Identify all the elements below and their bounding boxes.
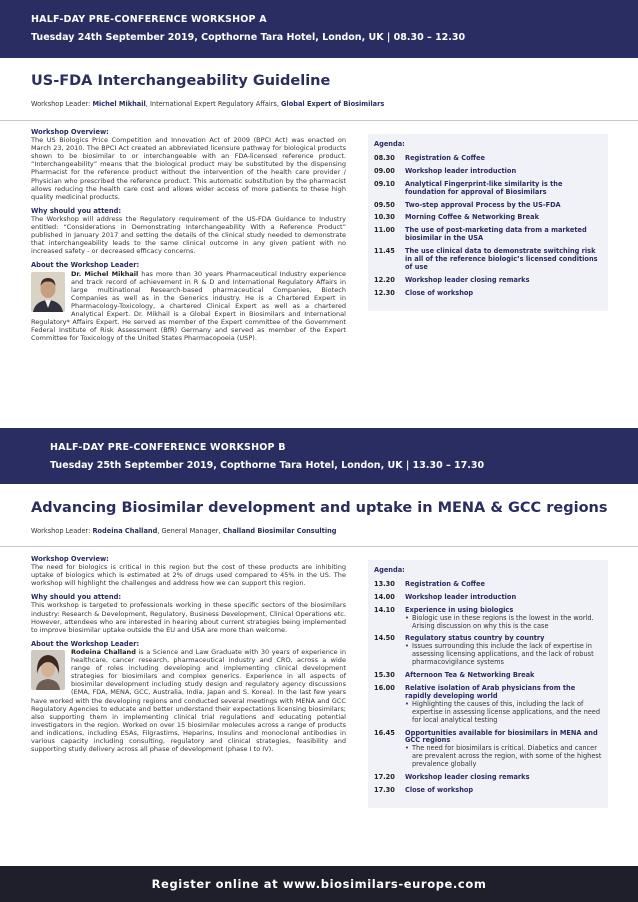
overview-heading: Workshop Overview: [31, 555, 109, 563]
bullet-icon: • [405, 642, 409, 651]
agenda-time: 09.10 [374, 179, 395, 188]
agenda-time: 16.00 [374, 683, 395, 692]
agenda-bullet [405, 643, 602, 667]
agenda-title: Close of workshop [405, 288, 474, 297]
leader-photo [31, 272, 65, 312]
agenda-title: Workshop leader introduction [405, 592, 517, 601]
register-link[interactable]: Register online at www.biosimilars-europe.com [151, 877, 487, 891]
agenda-time: 14.50 [374, 634, 395, 643]
agenda-title: The use clinical data to demonstrate switching risk in all of the reference biologic’s licensed conditions of use [405, 247, 598, 271]
workshop-b-body [31, 555, 346, 753]
bio-text: is a Science and Law Graduate with 30 years of experience in healthcare, cancer research, pharmaceutical industry and CRO, across a wide range of roles including developing and implementing clinical development strategies for biosimilars and complex generics. Experience in all aspects of biosimilar development including study design and regulatory agency discussions (EMA, FDA, MENA, GCC, Australia, India, Japan and S. Korea). In the last few years have worked with the developing regions and conducted several meetings with MENA and GCC Regulatory Agencies to educate and better understand their expectations licensing biosimilars; also supporting them in implementing clinical trial regulations and educating potential investigators in the region. Worked on over 15 biosimilar molecules across a range of products and indications, including ESAs, Filgrastims, Heparins, Insulins and monoclonal antibodies in various capacity including consulting, regulatory and clinical strategies, feasibility and supporting study delivery across all phase of development (phase I to IV). [31, 647, 347, 754]
bullet-icon: • [405, 613, 409, 622]
workshop-a-band-date: Tuesday 24th September 2019, Copthorne Tara Hotel, London, UK | 08.30 – 12.30 [31, 32, 466, 43]
bio-name: Dr. Michel Mikhail [71, 269, 139, 278]
agenda-entry [405, 227, 602, 243]
agenda-bullet-text: Biologic use in these regions is the lowest in the world. Arising discussion on why this is the case [412, 613, 594, 630]
agenda-entry [405, 181, 602, 197]
agenda-bullet-text: The need for biosimilars is critical. Diabetics and cancer are prevalent across the region, with some of the highest prevalence globally [412, 744, 602, 769]
agenda-time: 11.00 [374, 226, 395, 235]
workshop-b-leader-line [31, 527, 337, 535]
workshop-b-divider [0, 546, 638, 547]
agenda-title: Registration & Coffee [405, 579, 485, 588]
agenda-item [374, 672, 602, 680]
agenda-item [374, 607, 602, 631]
bio-name: Rodeina Challand [71, 647, 136, 656]
about-heading: About the Workshop Leader: [31, 261, 140, 270]
agenda-bullet [405, 745, 602, 769]
agenda-entry [405, 672, 602, 680]
agenda-title: Afternoon Tea & Networking Break [405, 671, 535, 680]
agenda-entry [405, 248, 602, 272]
agenda-title: Relative isolation of Arab physicians from the rapidly developing world [405, 683, 576, 700]
agenda-title: Two-step approval Process by the US-FDA [405, 200, 561, 209]
overview-text: The US Biologics Price Competition and Innovation Act of 2009 (BPCI Act) was enacted on March 23, 2010. The BPCI Act created an abbreviated licensure pathway for biological products shown to be biosimilar to or interchangeable with an FDA-licensed reference product. “Interchangeability” means that the biological product may be substituted by the dispensing Pharmacist for the reference product without the intervention of the health care provider / Physician who prescribed the reference product. This automatic substitution by the pharmacist allows reducing the health care cost and allows wider access of more patients to these high quality medicinal products. [31, 136, 346, 201]
agenda-time: 09.50 [374, 200, 395, 209]
agenda-time: 16.45 [374, 728, 395, 737]
agenda-entry [405, 277, 602, 285]
leader-name: Rodeina Challand [92, 527, 158, 535]
agenda-title: Workshop leader introduction [405, 166, 517, 175]
agenda-bullet [405, 701, 602, 725]
agenda-title: Workshop leader closing remarks [405, 773, 530, 782]
agenda-bullet [405, 615, 602, 631]
agenda-time: 17.30 [374, 785, 395, 794]
agenda-entry [405, 155, 602, 163]
workshop-b-band-date: Tuesday 25th September 2019, Copthorne Tara Hotel, London, UK | 13.30 – 17.30 [50, 460, 485, 471]
workshop-a-body [31, 128, 346, 342]
leader-label: Workshop Leader: [31, 100, 93, 108]
agenda-item [374, 181, 602, 197]
agenda-entry [405, 607, 602, 631]
why-text: The Workshop will address the Regulatory requirement of the US-FDA Guidance to Industry entitled: “Considerations in Demonstrating Interchangeability With a Reference Product” published in January 2017 and setting the details of the clinical study needed to demonstrate that interchangeability leads to the same clinical outcome in any given patient with no increased safety - or decreased efficacy concerns. [31, 214, 346, 256]
agenda-entry [405, 214, 602, 222]
agenda-item [374, 730, 602, 770]
agenda-time: 12.30 [374, 288, 395, 297]
register-footer [0, 866, 638, 902]
workshop-a-leader-line [31, 100, 384, 108]
workshop-a-divider [0, 120, 638, 121]
agenda-item [374, 787, 602, 795]
agenda-item [374, 214, 602, 222]
bio-text: has more than 30 years Pharmaceutical Industry experience and track record of achievement in R & D and International Regulatory Affairs in large multinational Research-based pharmaceutical Companies, Biotech Companies as well as in the Generics industry. He is a Chartered Expert in Pharmacology-Toxicology, a chartered Clinical Expert as well as a chartered Analytical Expert. Dr. Mikhail is a Global Expert in Biosimilars and International Regulatory* Affairs Expert. He served as member of the Expert committee of the Government Federal Institute of Risk Assessment (BfR) Germany and served as member of the Expert Committee for Toxicology of the United States Pharmacopoeia (USP). [31, 269, 346, 343]
agenda-time: 09.00 [374, 166, 395, 175]
agenda-entry [405, 202, 602, 210]
agenda-entry [405, 635, 602, 667]
agenda-item [374, 155, 602, 163]
agenda-entry [405, 290, 602, 298]
agenda-time: 14.00 [374, 592, 395, 601]
overview-text: The need for biologics is critical in this region but the cost of these products are inhibiting uptake of biologics which is estimated at 2% of drugs used compared to 45% in the US. The workshop will highlight the challenges and address how we can support this region. [31, 563, 346, 588]
agenda-title: Registration & Coffee [405, 153, 485, 162]
why-text: This workshop is targeted to professionals working in these specific sectors of the biosimilars industry: Research & Development, Regulatory, Business Development, Clinical Operations etc. However, attendees who are interested in hearing about current strategies being implemented to improve biosimilar uptake outside the EU and USA are more than welcome. [31, 601, 346, 634]
leader-org: Global Expert of Biosimilars [281, 100, 385, 108]
workshop-b-header-band [0, 428, 638, 484]
workshop-a-band-title: HALF-DAY PRE-CONFERENCE WORKSHOP A [31, 14, 267, 25]
agenda-title: Experience in using biologics [405, 605, 514, 614]
agenda-entry [405, 685, 602, 725]
workshop-a-agenda [368, 134, 608, 311]
agenda-item [374, 202, 602, 210]
agenda-title: The use of post-marketing data from a marketed biosimilar in the USA [405, 226, 587, 243]
workshop-a-title: US-FDA Interchangeability Guideline [31, 73, 331, 89]
agenda-entry [405, 730, 602, 770]
agenda-title: Close of workshop [405, 785, 474, 794]
agenda-title: Regulatory status country by country [405, 634, 545, 643]
agenda-entry [405, 594, 602, 602]
leader-photo [31, 650, 65, 690]
leader-role: , International Expert Regulatory Affairs, [145, 100, 282, 108]
workshop-b-agenda [368, 560, 608, 808]
agenda-time: 17.20 [374, 773, 395, 782]
agenda-title: Morning Coffee & Networking Break [405, 213, 539, 222]
agenda-item [374, 635, 602, 667]
agenda-time: 15.30 [374, 671, 395, 680]
agenda-item [374, 774, 602, 782]
agenda-time: 08.30 [374, 153, 395, 162]
agenda-heading: Agenda: [374, 566, 405, 574]
agenda-item [374, 227, 602, 243]
leader-name: Michel Mikhail [92, 100, 146, 108]
agenda-time: 10.30 [374, 213, 395, 222]
agenda-title: Opportunities available for biosimilars in MENA and GCC regions [405, 728, 598, 745]
agenda-time: 14.10 [374, 605, 395, 614]
workshop-b-band-title: HALF-DAY PRE-CONFERENCE WORKSHOP B [50, 442, 286, 453]
bullet-icon: • [405, 744, 409, 753]
agenda-bullet-text: Highlighting the causes of this, including the lack of expertise in assessing license applications, and the need for local analytical testing [412, 699, 601, 724]
agenda-title: Analytical Fingerprint-like similarity is the foundation for approval of Biosimilars [405, 179, 563, 196]
leader-role: , General Manager, [157, 527, 223, 535]
agenda-heading: Agenda: [374, 140, 405, 148]
agenda-item [374, 277, 602, 285]
agenda-bullet-text: Issues surrounding this include the lack of expertise in assessing licensing applications, and the lack of robust pharmacovigilance systems [412, 642, 594, 667]
agenda-entry [405, 787, 602, 795]
workshop-b-title: Advancing Biosimilar development and uptake in MENA & GCC regions [31, 500, 608, 516]
agenda-time: 12.20 [374, 275, 395, 284]
agenda-time: 11.45 [374, 247, 395, 256]
agenda-item [374, 168, 602, 176]
bullet-icon: • [405, 699, 409, 708]
about-heading: About the Workshop Leader: [31, 639, 140, 648]
agenda-entry [405, 168, 602, 176]
agenda-item [374, 685, 602, 725]
leader-org: Challand Biosimilar Consulting [222, 527, 337, 535]
agenda-item [374, 248, 602, 272]
agenda-item [374, 594, 602, 602]
agenda-entry [405, 774, 602, 782]
why-heading: Why should you attend: [31, 593, 122, 602]
agenda-time: 13.30 [374, 579, 395, 588]
bio-paragraph [31, 270, 346, 343]
agenda-item [374, 290, 602, 298]
why-heading: Why should you attend: [31, 206, 122, 215]
agenda-item [374, 581, 602, 589]
agenda-title: Workshop leader closing remarks [405, 275, 530, 284]
agenda-entry [405, 581, 602, 589]
overview-heading: Workshop Overview: [31, 128, 109, 136]
bio-paragraph [31, 648, 346, 753]
workshop-a-header-band [0, 0, 638, 58]
leader-label: Workshop Leader: [31, 527, 93, 535]
